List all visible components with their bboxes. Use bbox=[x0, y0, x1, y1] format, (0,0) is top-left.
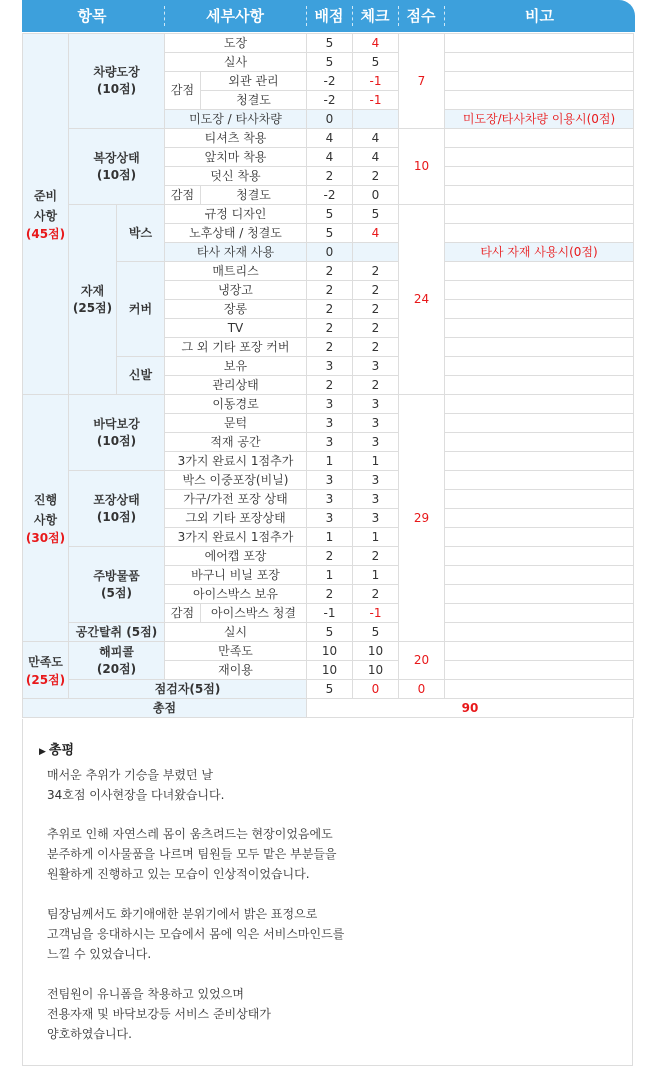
item-max: 3 bbox=[307, 433, 353, 452]
item-check: 1 bbox=[353, 452, 399, 471]
item-check: 1 bbox=[353, 528, 399, 547]
item-name: 그 외 기타 포장 커버 bbox=[165, 338, 307, 357]
item-max: -2 bbox=[307, 91, 353, 110]
item-note bbox=[445, 661, 634, 680]
item-note bbox=[445, 262, 634, 281]
item-max: 5 bbox=[307, 53, 353, 72]
review-paragraph: 추위로 인해 자연스레 몸이 움츠려드는 현장이었음에도 분주하게 이사물품을 나르며 팀원들 모두 맡은 부분들을 원활하게 진행하고 있는 모습이 인상적이었습니다. bbox=[47, 827, 337, 881]
item-note bbox=[445, 490, 634, 509]
item-name: 매트리스 bbox=[165, 262, 307, 281]
item-name: 아이스박스 청결 bbox=[201, 604, 307, 623]
item-max: 3 bbox=[307, 395, 353, 414]
item-check: 2 bbox=[353, 319, 399, 338]
item-max: 1 bbox=[307, 452, 353, 471]
item-max: 3 bbox=[307, 357, 353, 376]
header-item: 항목 bbox=[77, 7, 107, 25]
item-name: 문턱 bbox=[165, 414, 307, 433]
section-score: 7 bbox=[399, 34, 445, 129]
category-satisfaction: 만족도 (25점) bbox=[23, 642, 69, 699]
item-name: 냉장고 bbox=[165, 281, 307, 300]
item-note bbox=[445, 471, 634, 490]
item-max: 5 bbox=[307, 680, 353, 699]
item-note bbox=[445, 91, 634, 110]
category-prep: 준비 사항 (45점) bbox=[23, 34, 69, 395]
review-title: ▶ 총평 bbox=[39, 743, 75, 758]
item-name: 티셔츠 착용 bbox=[165, 129, 307, 148]
item-max: 1 bbox=[307, 566, 353, 585]
item-name: 적재 공간 bbox=[165, 433, 307, 452]
item-note bbox=[445, 414, 634, 433]
item-name: 보유 bbox=[165, 357, 307, 376]
section-happycall: 해피콜 (20점) bbox=[69, 642, 165, 680]
item-check: 10 bbox=[353, 642, 399, 661]
item-note bbox=[445, 623, 634, 642]
header-note: 비고 bbox=[525, 7, 554, 25]
item-check: 4 bbox=[353, 34, 399, 53]
item-check: 5 bbox=[353, 53, 399, 72]
item-name: 청결도 bbox=[201, 91, 307, 110]
item-name: 그외 기타 포장상태 bbox=[165, 509, 307, 528]
section-pack: 포장상태 (10점) bbox=[69, 471, 165, 547]
item-check: 0 bbox=[353, 186, 399, 205]
category-proc: 진행 사항 (30점) bbox=[23, 395, 69, 642]
section-floor: 바닥보강 (10점) bbox=[69, 395, 165, 471]
item-check: 2 bbox=[353, 376, 399, 395]
item-note: 타사 자재 사용시(0점) bbox=[445, 243, 634, 262]
section-space: 공간탈취 (5점) bbox=[69, 623, 165, 642]
item-note bbox=[445, 395, 634, 414]
item-max: 3 bbox=[307, 471, 353, 490]
item-note bbox=[445, 585, 634, 604]
item-check: 1 bbox=[353, 566, 399, 585]
section-score: 0 bbox=[399, 680, 445, 699]
item-name: 만족도 bbox=[165, 642, 307, 661]
item-note bbox=[445, 129, 634, 148]
item-note bbox=[445, 34, 634, 53]
review-paragraph: 전팀원이 유니폼을 착용하고 있었으며 전용자재 및 바닥보강등 서비스 준비상태가 양호하였습니다. bbox=[47, 987, 271, 1041]
item-check: 2 bbox=[353, 585, 399, 604]
item-name: 앞치마 착용 bbox=[165, 148, 307, 167]
item-note: 미도장/타사차량 이용시(0점) bbox=[445, 110, 634, 129]
header-detail: 세부사항 bbox=[206, 7, 264, 25]
evaluation-table bbox=[22, 33, 634, 718]
section-score: 24 bbox=[399, 205, 445, 395]
item-max: 5 bbox=[307, 623, 353, 642]
table-header bbox=[22, 0, 635, 32]
total-value: 90 bbox=[307, 699, 634, 718]
item-check bbox=[353, 110, 399, 129]
item-name: 재이용 bbox=[165, 661, 307, 680]
item-check: 5 bbox=[353, 205, 399, 224]
item-check: 5 bbox=[353, 623, 399, 642]
section-inspector: 점검자(5점) bbox=[69, 680, 307, 699]
section-vehicle: 차량도장 (10점) bbox=[69, 34, 165, 129]
item-note bbox=[445, 186, 634, 205]
item-name: 타사 자재 사용 bbox=[165, 243, 307, 262]
item-check: -1 bbox=[353, 604, 399, 623]
item-name: 에어캡 포장 bbox=[165, 547, 307, 566]
deduct-label: 감점 bbox=[165, 604, 201, 623]
item-name: 외관 관리 bbox=[201, 72, 307, 91]
subsection-box: 박스 bbox=[117, 205, 165, 262]
item-check: 3 bbox=[353, 471, 399, 490]
header-check: 체크 bbox=[360, 7, 390, 25]
item-note bbox=[445, 433, 634, 452]
item-note bbox=[445, 452, 634, 471]
triangle-icon: ▶ bbox=[39, 747, 46, 757]
section-clothing: 복장상태 (10점) bbox=[69, 129, 165, 205]
item-name: 규정 디자인 bbox=[165, 205, 307, 224]
item-note bbox=[445, 338, 634, 357]
item-note bbox=[445, 642, 634, 661]
item-note bbox=[445, 509, 634, 528]
item-name: 도장 bbox=[165, 34, 307, 53]
item-max: -2 bbox=[307, 186, 353, 205]
header-max: 배점 bbox=[314, 7, 344, 25]
item-check: 4 bbox=[353, 129, 399, 148]
item-max: 2 bbox=[307, 547, 353, 566]
item-max: 2 bbox=[307, 585, 353, 604]
item-check: 3 bbox=[353, 509, 399, 528]
item-note bbox=[445, 528, 634, 547]
item-max: 2 bbox=[307, 338, 353, 357]
item-name: 실사 bbox=[165, 53, 307, 72]
header-score: 점수 bbox=[406, 7, 436, 25]
item-check: -1 bbox=[353, 72, 399, 91]
item-max: 2 bbox=[307, 300, 353, 319]
item-name: 미도장 / 타사차량 bbox=[165, 110, 307, 129]
item-check: 2 bbox=[353, 547, 399, 566]
review-section bbox=[22, 719, 633, 1066]
item-check: 3 bbox=[353, 357, 399, 376]
item-check: 4 bbox=[353, 148, 399, 167]
item-check: 3 bbox=[353, 433, 399, 452]
item-note bbox=[445, 205, 634, 224]
item-max: 3 bbox=[307, 509, 353, 528]
item-note bbox=[445, 566, 634, 585]
item-max: 2 bbox=[307, 262, 353, 281]
item-note bbox=[445, 300, 634, 319]
item-max: 10 bbox=[307, 661, 353, 680]
review-paragraph: 팀장님께서도 화기애애한 분위기에서 밝은 표정으로 고객님을 응대하시는 모습에서 몸에 익은 서비스마인드를 느낄 수 있었습니다. bbox=[47, 907, 345, 961]
item-max: 4 bbox=[307, 129, 353, 148]
item-check: -1 bbox=[353, 91, 399, 110]
item-check: 0 bbox=[353, 680, 399, 699]
item-note bbox=[445, 604, 634, 623]
item-name: 3가지 완료시 1점추가 bbox=[165, 452, 307, 471]
item-max: 3 bbox=[307, 490, 353, 509]
item-check: 3 bbox=[353, 490, 399, 509]
item-check: 2 bbox=[353, 338, 399, 357]
item-check: 3 bbox=[353, 395, 399, 414]
item-note bbox=[445, 376, 634, 395]
item-name: 이동경로 bbox=[165, 395, 307, 414]
item-note bbox=[445, 319, 634, 338]
section-kitchen: 주방물품 (5점) bbox=[69, 547, 165, 623]
item-name: 청결도 bbox=[201, 186, 307, 205]
item-check: 4 bbox=[353, 224, 399, 243]
deduct-label: 감점 bbox=[165, 186, 201, 205]
item-note bbox=[445, 224, 634, 243]
item-check: 3 bbox=[353, 414, 399, 433]
item-max: 5 bbox=[307, 224, 353, 243]
item-name: 3가지 완료시 1점추가 bbox=[165, 528, 307, 547]
item-check: 2 bbox=[353, 300, 399, 319]
item-check: 10 bbox=[353, 661, 399, 680]
section-score: 20 bbox=[399, 642, 445, 680]
item-name: 가구/가전 포장 상태 bbox=[165, 490, 307, 509]
item-note bbox=[445, 148, 634, 167]
item-max: 1 bbox=[307, 528, 353, 547]
item-note bbox=[445, 167, 634, 186]
deduct-label: 감점 bbox=[165, 72, 201, 110]
review-paragraph: 매서운 추위가 기승을 부렸던 날 34호점 이사현장을 다녀왔습니다. bbox=[47, 768, 225, 802]
item-max: 2 bbox=[307, 167, 353, 186]
item-max: 5 bbox=[307, 34, 353, 53]
item-max: 5 bbox=[307, 205, 353, 224]
item-note bbox=[445, 72, 634, 91]
subsection-shoe: 신발 bbox=[117, 357, 165, 395]
item-note bbox=[445, 357, 634, 376]
item-name: TV bbox=[165, 319, 307, 338]
item-note bbox=[445, 547, 634, 566]
section-material: 자재 (25점) bbox=[69, 205, 117, 395]
item-name: 노후상태 / 청결도 bbox=[165, 224, 307, 243]
item-name: 실시 bbox=[165, 623, 307, 642]
item-note bbox=[445, 680, 634, 699]
item-max: -2 bbox=[307, 72, 353, 91]
item-max: 0 bbox=[307, 243, 353, 262]
item-name: 바구니 비닐 포장 bbox=[165, 566, 307, 585]
item-check: 2 bbox=[353, 281, 399, 300]
total-label: 총점 bbox=[23, 699, 307, 718]
item-max: 0 bbox=[307, 110, 353, 129]
section-score: 10 bbox=[399, 129, 445, 205]
item-max: -1 bbox=[307, 604, 353, 623]
subsection-cover: 커버 bbox=[117, 262, 165, 357]
item-name: 장롱 bbox=[165, 300, 307, 319]
item-max: 2 bbox=[307, 281, 353, 300]
item-name: 관리상태 bbox=[165, 376, 307, 395]
item-note bbox=[445, 281, 634, 300]
item-max: 10 bbox=[307, 642, 353, 661]
item-max: 2 bbox=[307, 319, 353, 338]
item-max: 4 bbox=[307, 148, 353, 167]
item-note bbox=[445, 53, 634, 72]
item-check bbox=[353, 243, 399, 262]
item-name: 덧신 착용 bbox=[165, 167, 307, 186]
item-check: 2 bbox=[353, 167, 399, 186]
item-max: 2 bbox=[307, 376, 353, 395]
item-max: 3 bbox=[307, 414, 353, 433]
item-check: 2 bbox=[353, 262, 399, 281]
item-name: 아이스박스 보유 bbox=[165, 585, 307, 604]
item-name: 박스 이중포장(비닐) bbox=[165, 471, 307, 490]
section-score: 29 bbox=[399, 395, 445, 642]
